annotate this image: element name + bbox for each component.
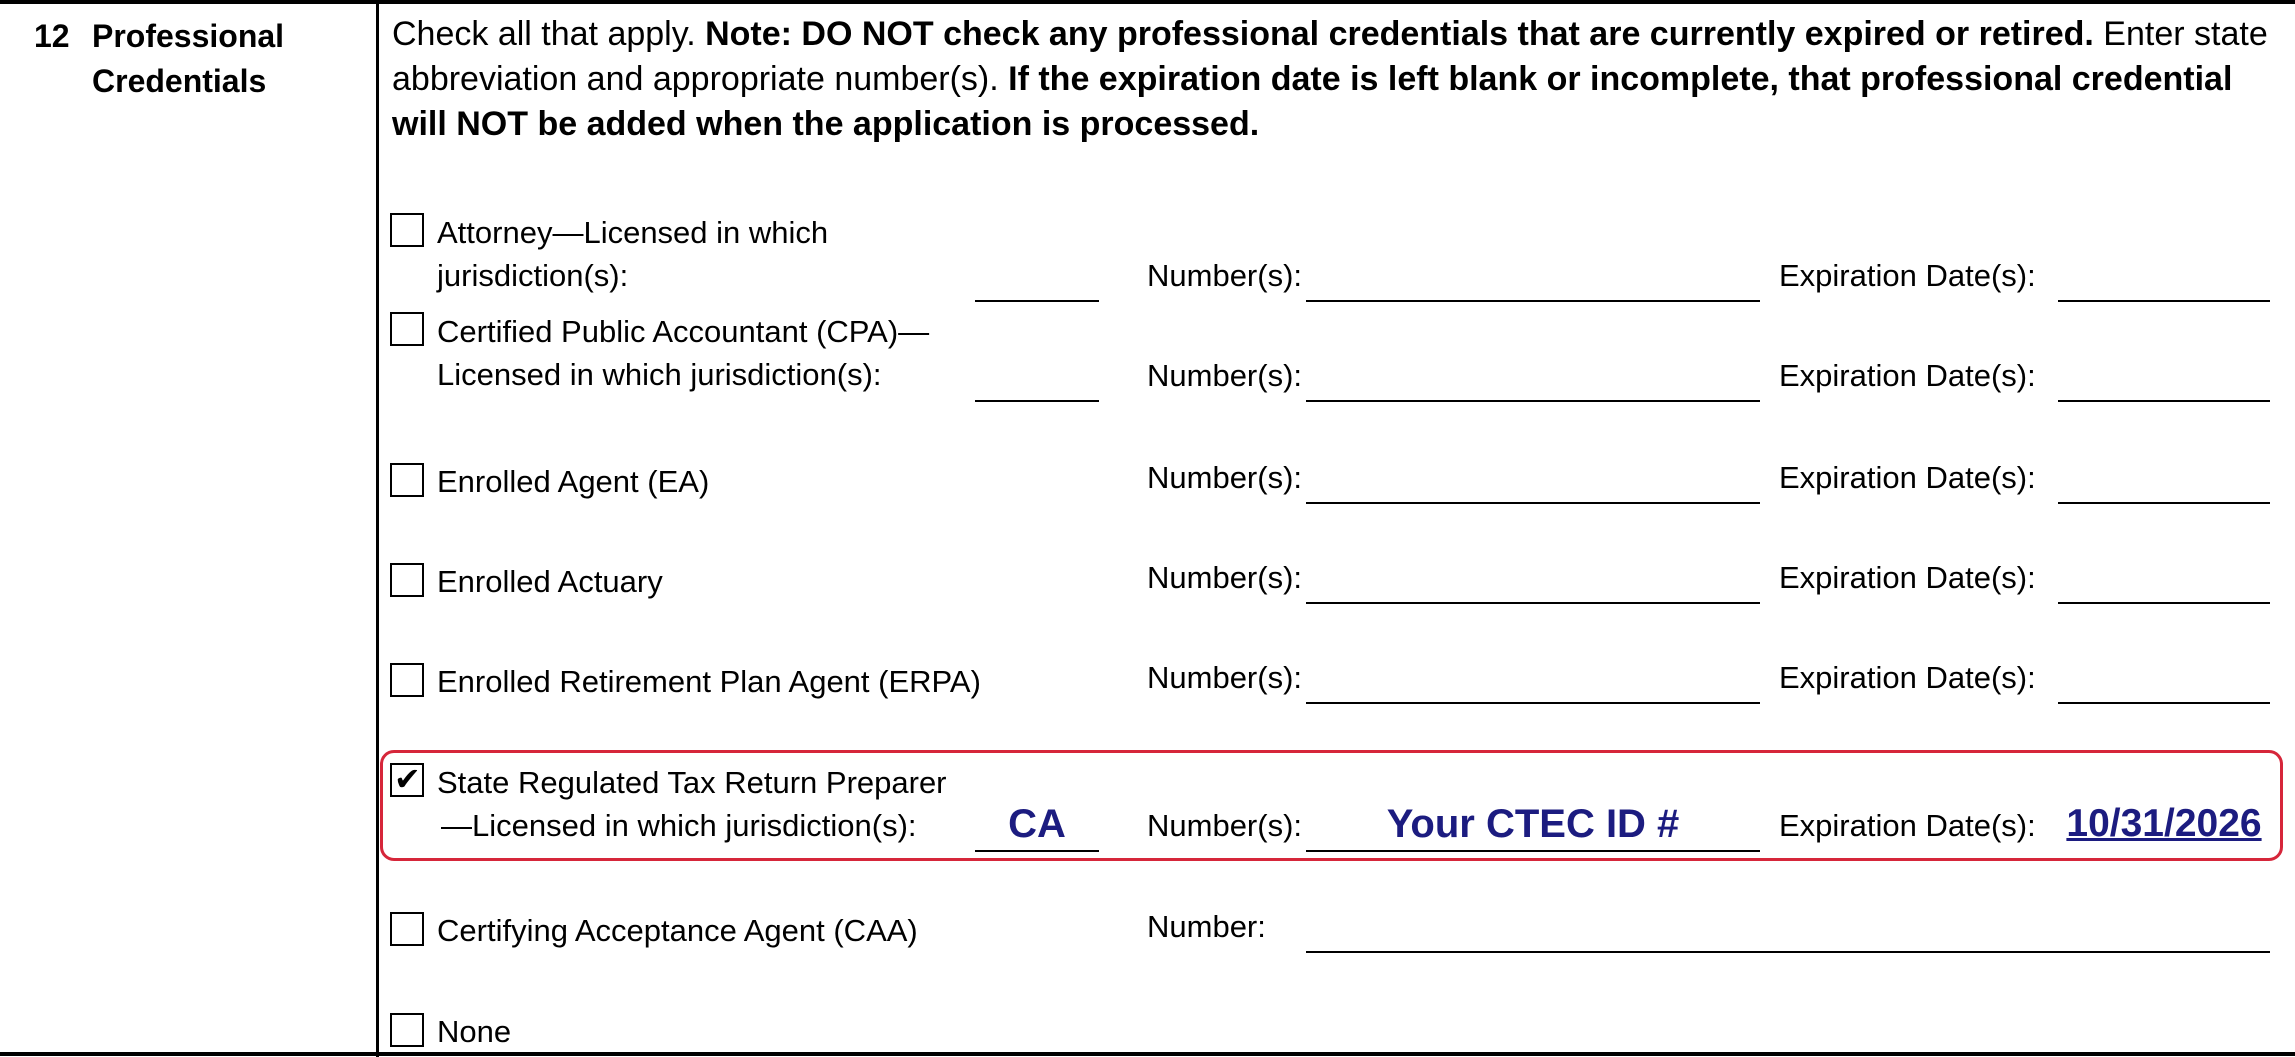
caa-checkbox[interactable] (390, 912, 424, 946)
cpa-expiration-label: Expiration Date(s): (1779, 358, 2036, 393)
attorney-jurisdiction-field[interactable] (975, 300, 1099, 302)
bottom-border (0, 1052, 2295, 1056)
checkmark-icon: ✔ (394, 760, 421, 798)
attorney-label-line2: jurisdiction(s): (437, 258, 629, 293)
erpa-number-field[interactable] (1306, 702, 1760, 704)
instructions-warning: If the expiration date is left blank or incomplete, that professional credential will NOT be added when the application is processed. (392, 60, 2233, 143)
ea-checkbox[interactable] (390, 463, 424, 497)
state-preparer-jurisdiction-value[interactable]: CA (1008, 802, 1066, 846)
actuary-expiration-field[interactable] (2058, 602, 2270, 604)
state-preparer-number-label: Number(s): (1147, 808, 1303, 843)
state-preparer-expiration-label: Expiration Date(s): (1779, 808, 2036, 843)
attorney-label (437, 211, 828, 297)
attorney-number-label: Number(s): (1147, 258, 1303, 293)
none-label: None (437, 1014, 512, 1049)
erpa-expiration-label: Expiration Date(s): (1779, 660, 2036, 695)
actuary-expiration-label: Expiration Date(s): (1779, 560, 2036, 595)
instructions-part1: Check all that apply. (392, 15, 706, 53)
section-title-line1: Professional (92, 18, 285, 54)
section-heading (34, 14, 334, 104)
ea-number-field[interactable] (1306, 502, 1760, 504)
attorney-checkbox[interactable] (390, 213, 424, 247)
cpa-number-label: Number(s): (1147, 358, 1303, 393)
actuary-number-label: Number(s): (1147, 560, 1303, 595)
section-number: 12 (34, 18, 70, 54)
state-preparer-number-field (1306, 850, 1760, 852)
cpa-jurisdiction-field[interactable] (975, 400, 1099, 402)
erpa-checkbox[interactable] (390, 663, 424, 697)
none-checkbox[interactable] (390, 1013, 424, 1047)
erpa-number-label: Number(s): (1147, 660, 1303, 695)
state-preparer-expiration-value[interactable]: 10/31/2026 (2066, 802, 2262, 845)
cpa-label (437, 310, 929, 396)
instructions-note: Note: DO NOT check any professional credentials that are currently expired or retired. (705, 15, 2094, 53)
state-preparer-jurisdiction-field (975, 850, 1099, 852)
attorney-expiration-field[interactable] (2058, 300, 2270, 302)
attorney-number-field[interactable] (1306, 300, 1760, 302)
actuary-label: Enrolled Actuary (437, 564, 663, 599)
erpa-expiration-field[interactable] (2058, 702, 2270, 704)
cpa-label-line1: Certified Public Accountant (CPA)— (437, 314, 930, 349)
erpa-label: Enrolled Retirement Plan Agent (ERPA) (437, 664, 981, 699)
attorney-expiration-label: Expiration Date(s): (1779, 258, 2036, 293)
state-preparer-label-line2: —Licensed in which jurisdiction(s): (441, 808, 917, 843)
actuary-number-field[interactable] (1306, 602, 1760, 604)
instructions-part3: Enter state abbreviation and appropriate number(s). (392, 15, 2268, 98)
instructions (392, 12, 2282, 147)
ea-expiration-label: Expiration Date(s): (1779, 460, 2036, 495)
caa-number-label: Number: (1147, 909, 1266, 944)
state-preparer-label-line1: State Regulated Tax Return Preparer (437, 765, 947, 800)
state-preparer-checkbox[interactable] (390, 760, 424, 798)
ea-expiration-field[interactable] (2058, 502, 2270, 504)
cpa-checkbox[interactable] (390, 312, 424, 346)
ea-label: Enrolled Agent (EA) (437, 464, 710, 499)
cpa-label-line2: Licensed in which jurisdiction(s): (437, 357, 882, 392)
section-title-line2: Credentials (92, 63, 267, 99)
actuary-checkbox[interactable] (390, 563, 424, 597)
caa-label: Certifying Acceptance Agent (CAA) (437, 913, 918, 948)
state-preparer-label (437, 761, 947, 847)
caa-number-field[interactable] (1306, 951, 2270, 953)
top-border (0, 0, 2295, 4)
column-divider (376, 0, 379, 1057)
cpa-expiration-field[interactable] (2058, 400, 2270, 402)
attorney-label-line1: Attorney—Licensed in which (437, 215, 829, 250)
ea-number-label: Number(s): (1147, 460, 1303, 495)
state-preparer-number-value[interactable]: Your CTEC ID # (1386, 802, 1680, 846)
cpa-number-field[interactable] (1306, 400, 1760, 402)
